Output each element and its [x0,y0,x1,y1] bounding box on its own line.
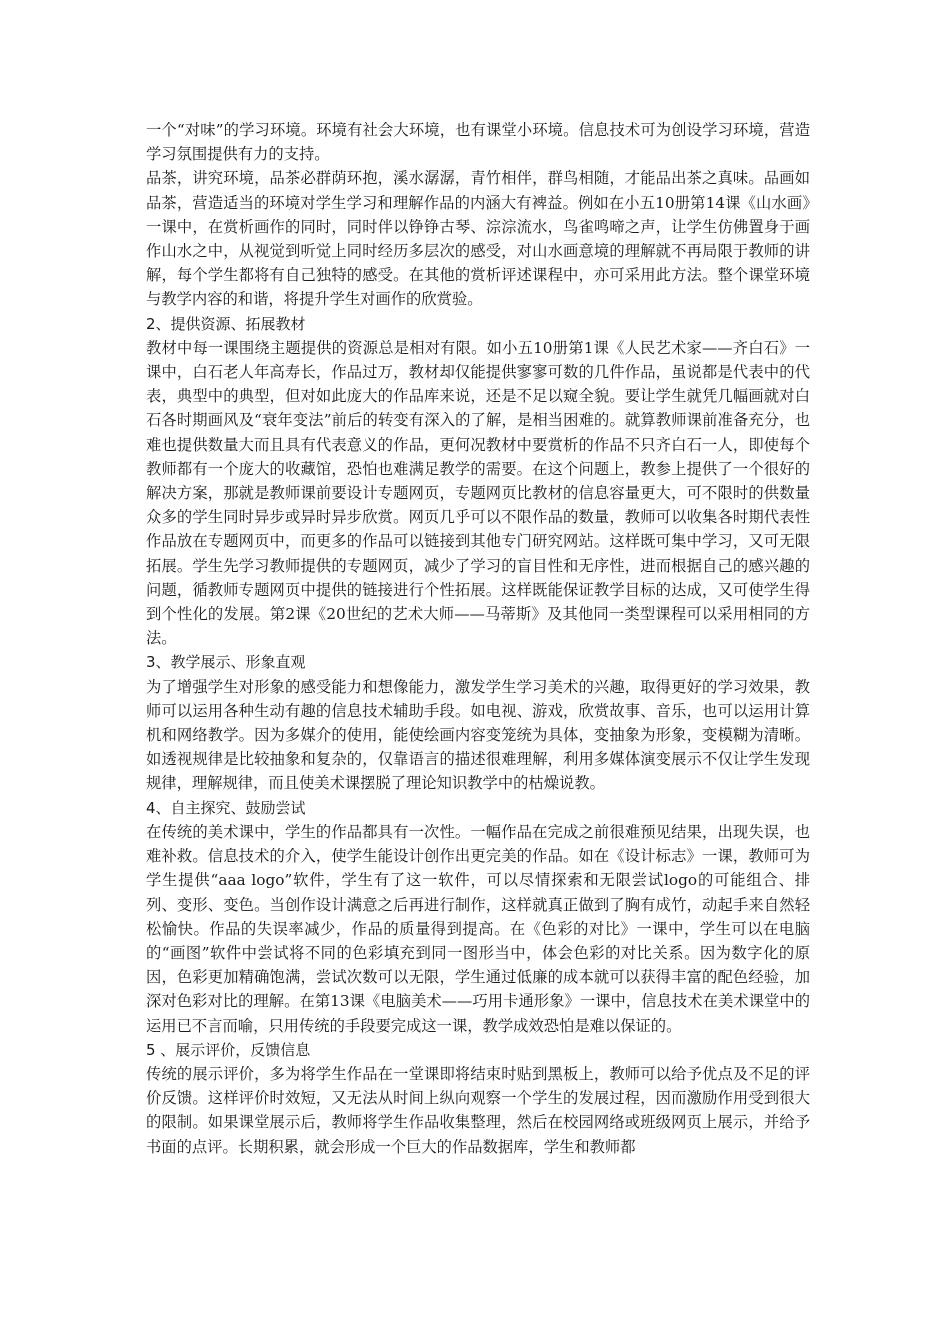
paragraph: 传统的展示评价，多为将学生作品在一堂课即将结束时贴到黑板上，教师可以给予优点及不足的评价反馈。这样评价时效短，又无法从时间上纵向观察一个学生的发展过程，因而激励作用受到很大的限制。如果课堂展示后，教师将学生作品收集整理，然后在校园网络或班级网页上展示，并给予书面的点评。长期积累，就会形成一个巨大的作品数据库，学生和教师都 [146,1064,810,1156]
document-body [146,118,810,1159]
section-heading: 3、教学展示、形象直观 [146,653,306,672]
section-heading: 4、自主探究、鼓励尝试 [146,798,306,817]
paragraph: 在传统的美术课中，学生的作品都具有一次性。一幅作品在完成之前很难预见结果，出现失误，也难补救。信息技术的介入，使学生能设计创作出更完美的作品。如在《设计标志》一课，教师可为学生提供“aaa logo”软件，学生有了这一软件，可以尽情探索和无限尝试logo的可能组合、排列、变形、变色。当创作设计满意之后再进行制作，这样就真正做到了胸有成竹，动起手来自然轻松愉快。作品的失误率减少，作品的质量得到提高。在《色彩的对比》一课中，学生可以在电脑的“画图”软件中尝试将不同的色彩填充到同一图形当中，体会色彩的对比关系。因为数字化的原因，色彩更加精确饱满，尝试次数可以无限，学生通过低廉的成本就可以获得丰富的配色经验，加深对色彩对比的理解。在第13课《电脑美术——巧用卡通形象》一课中，信息技术在美术课堂中的运用已不言而喻，只用传统的手段要完成这一课，教学成效恐怕是难以保证的。 [146,822,810,1035]
paragraph: 教材中每一课围绕主题提供的资源总是相对有限。如小五10册第1课《人民艺术家——齐白石》一课中，白石老人年高寿长，作品过万，教材却仅能提供寥寥可数的几件作品，虽说都是代表中的代表，典型中的典型，但对如此庞大的作品库来说，还是不足以窥全貌。要让学生就凭几幅画就对白石各时期画风及“衰年变法”前后的转变有深入的了解，是相当困难的。就算教师课前准备充分，也难也提供数量大而且具有代表意义的作品，更何况教材中要赏析的作品不只齐白石一人，即使每个教师都有一个庞大的收藏馆，恐怕也难满足教学的需要。在这个问题上，教参上提供了一个很好的解决方案，那就是教师课前要设计专题网页，专题网页比教材的信息容量更大，可不限时的供数量众多的学生同时异步或异时异步欣赏。网页几乎可以不限作品的数量，教师可以收集各时期代表性作品放在专题网页中，而更多的作品可以链接到其他专门研究网站。这样既可集中学习，又可无限拓展。学生先学习教师提供的专题网页，减少了学习的盲目性和无序性，进而根据自己的感兴趣的问题，循教师专题网页中提供的链接进行个性拓展。这样既能保证教学目标的达成，又可使学生得到个性化的发展。第2课《20世纪的艺术大师——马蒂斯》及其他同一类型课程可以采用相同的方法。 [146,338,810,648]
paragraph: 为了增强学生对形象的感受能力和想像能力，激发学生学习美术的兴趣，取得更好的学习效果，教师可以运用各种生动有趣的信息技术辅助手段。如电视、游戏，欣赏故事、音乐，也可以运用计算机和网络教学。因为多媒介的使用，能使绘画内容变笼统为具体，变抽象为形象，变模糊为清晰。如透视规律是比较抽象和复杂的，仅靠语言的描述很难理解，利用多媒体演变展示不仅让学生发现规律，理解规律，而且使美术课摆脱了理论知识教学中的枯燥说教。 [146,677,810,793]
section-heading: 5 、展示评价，反馈信息 [146,1040,311,1059]
section-heading: 2、提供资源、拓展教材 [146,314,306,333]
paragraph: 品茶，讲究环境，品茶必群荫环抱，溪水潺潺，青竹相伴，群鸟相随，才能品出茶之真味。品画如品茶，营造适当的环境对学生学习和理解作品的内涵大有裨益。例如在小五10册第14课《山水画》一课中，在赏析画作的同时，同时伴以铮铮古琴、淙淙流水，鸟雀鸣啼之声，让学生仿佛置身于画作山水之中，从视觉到听觉上同时经历多层次的感受，对山水画意境的理解就不再局限于教师的讲解，每个学生都将有自己独特的感受。在其他的赏析评述课程中，亦可采用此方法。整个课堂环境与教学内容的和谐，将提升学生对画作的欣赏验。 [146,169,810,309]
paragraph: 一个“对味”的学习环境。环境有社会大环境，也有课堂小环境。信息技术可为创设学习环境，营造学习氛围提供有力的支持。 [146,121,810,164]
